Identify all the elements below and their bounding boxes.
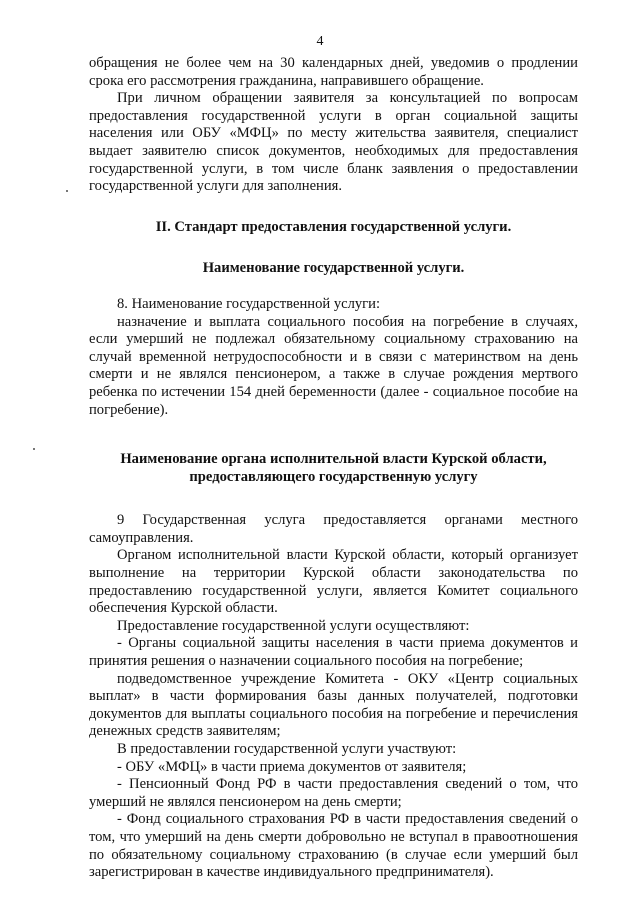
paragraph-social-protection: - Органы социальной защиты населения в части приема документов и принятия решения о назначении социального пособия на погребение;	[89, 635, 578, 670]
paragraph-providers-intro: Предоставление государственной услуги осуществляют:	[117, 617, 470, 634]
scan-speck	[66, 190, 68, 192]
subheading-authority	[89, 451, 578, 486]
document-body	[89, 55, 578, 882]
paragraph-consultation: При личном обращении заявителя за консультацией по вопросам предоставления государственной услуги в орган социальной защиты населения или ОБУ «МФЦ» по месту жительства заявителя, специалист выдает заявителю список документов, необходимых для предоставления государственной услуги, в том числе бланк заявления о предоставлении государственной услуги для заполнения.	[89, 90, 578, 195]
paragraph-committee: Органом исполнительной власти Курской области, который организует выполнение на территории Курской области законодательства по предоставлению государственной услуги, является Комитет социального обеспечения Курской области.	[89, 547, 578, 617]
paragraph-mfc: - ОБУ «МФЦ» в части приема документов от заявителя;	[117, 758, 467, 775]
paragraph-participants-intro: В предоставлении государственной услуги участвуют:	[117, 741, 457, 757]
paragraph-continuation: обращения не более чем на 30 календарных дней, уведомив о продлении срока его рассмотрения гражданина, направившего обращение.	[89, 55, 578, 89]
scan-speck	[33, 448, 35, 450]
paragraph-oku-center: подведомственное учреждение Комитета - ОКУ «Центр социальных выплат» в части формирования базы данных получателей, подготовки документов для выплаты социального пособия на погребение и перечисления денежных средств заявителям;	[89, 670, 578, 740]
section-heading: II. Стандарт предоставления государственной услуги.	[155, 218, 512, 235]
page-number: 4	[316, 34, 324, 49]
paragraph-item-8: 8. Наименование государственной услуги:	[117, 295, 381, 312]
paragraph-item-9: 9 Государственная услуга предоставляется органами местного самоуправления.	[89, 512, 578, 546]
paragraph-social-insurance-fund: - Фонд социального страхования РФ в части предоставления сведений о том, что умерший на день смерти добровольно не вступал в правоотношения по обязательному социальному страхованию (в случае если умерший был зарегистрирован в качестве индивидуального предпринимателя).	[89, 811, 578, 881]
paragraph-service-description: назначение и выплата социального пособия на погребение в случаях, если умерший не подлежал обязательному социальному страхованию на случай временной нетрудоспособности и в связи с материнством на день смерти и не являлся пенсионером, а также в случае рождения мертвого ребенка по истечении 154 дней беременности (далее - социальное пособие на погребение).	[89, 313, 578, 418]
subheading-service-name: Наименование государственной услуги.	[202, 260, 465, 277]
subheading-authority-line-1: Наименование органа исполнительной власти Курской области,	[120, 451, 547, 468]
paragraph-pension-fund: - Пенсионный Фонд РФ в части предоставления сведений о том, что умерший не являлся пенсионером на день смерти;	[89, 776, 578, 810]
subheading-authority-line-2: предоставляющего государственную услугу	[189, 468, 478, 485]
